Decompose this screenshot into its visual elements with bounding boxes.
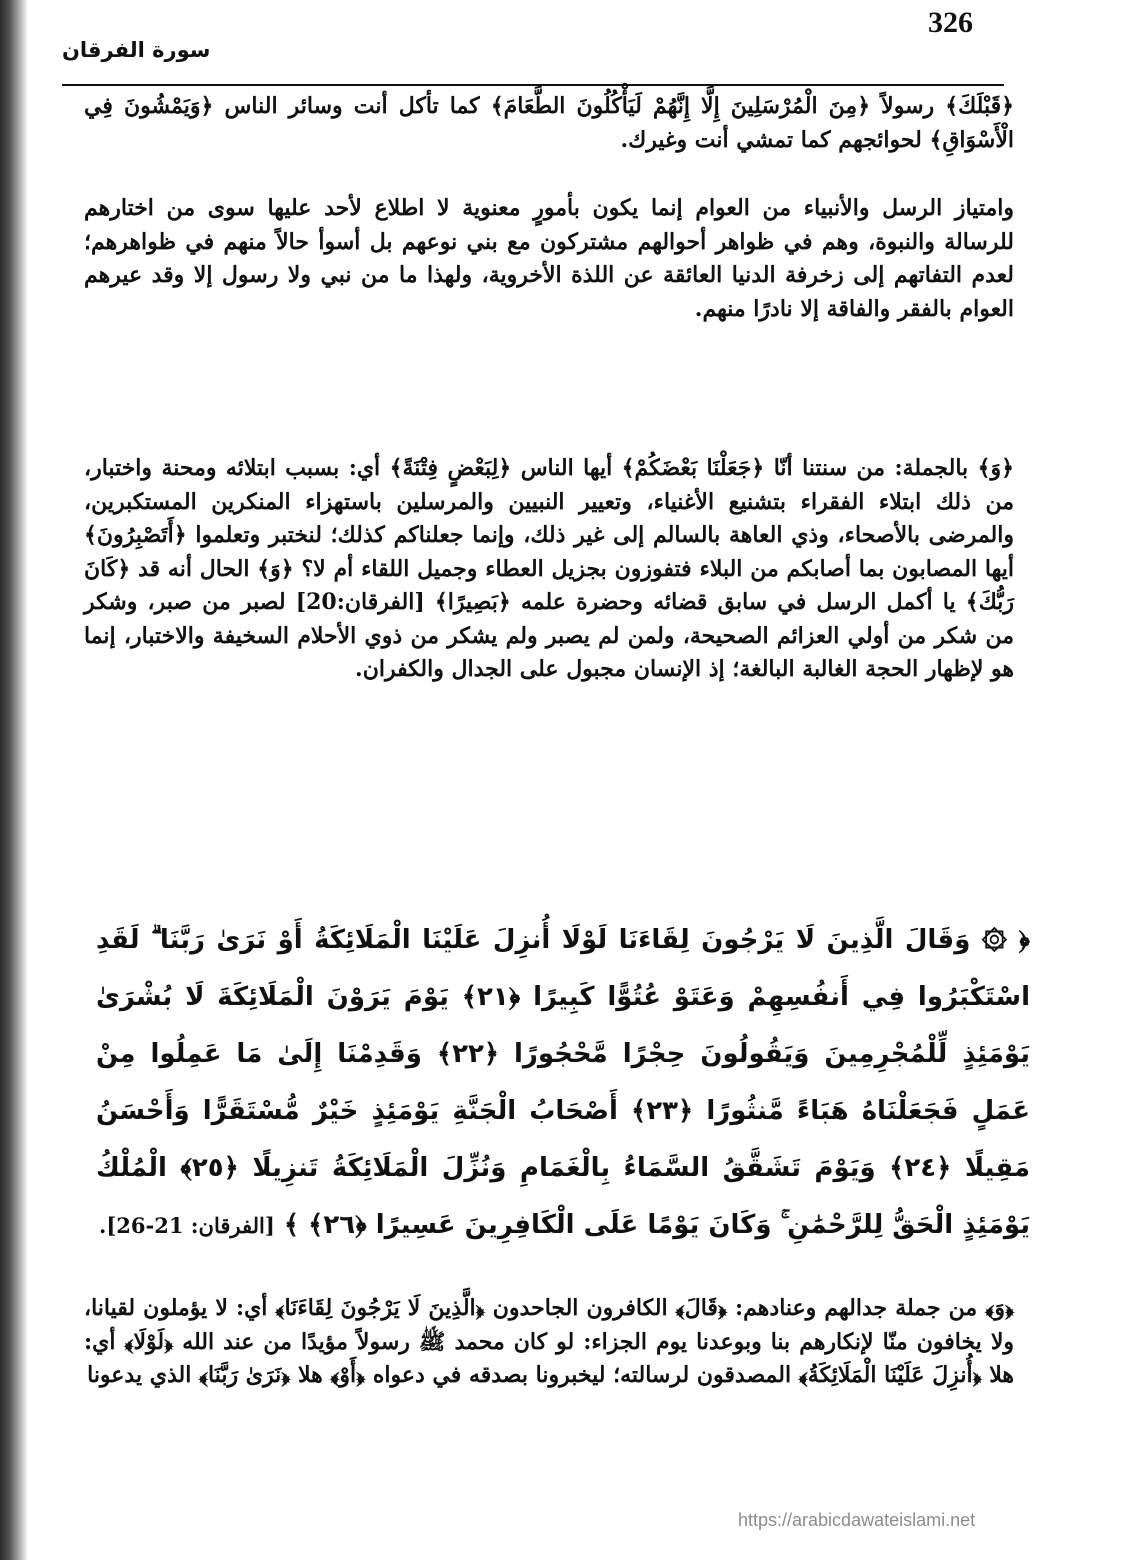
header-divider [62,84,1004,86]
quran-verses-text: ﴿ ۞ وَقَالَ الَّذِينَ لَا يَرْجُونَ لِقَاءَنَا لَوْلَا أُنزِلَ عَلَيْنَا الْمَلَائِكَةُ أَوْ نَرَىٰ رَبَّنَا ۗ لَقَدِ اسْتَكْبَرُوا فِي أَنفُسِهِمْ وَعَتَوْ عُتُوًّا كَبِيرًا ﴿٢١﴾ يَوْمَ يَرَوْنَ الْمَلَائِكَةَ لَا بُشْرَىٰ يَوْمَئِذٍ لِّلْمُجْرِمِينَ وَيَقُولُونَ حِجْرًا مَّحْجُورًا ﴿٢٢﴾ وَقَدِمْنَا إِلَىٰ مَا عَمِلُوا مِنْ عَمَلٍ فَجَعَلْنَاهُ هَبَاءً مَّنثُورًا ﴿٢٣﴾ أَصْحَابُ الْجَنَّةِ يَوْمَئِذٍ خَيْرٌ مُّسْتَقَرًّا وَأَحْسَنُ مَقِيلًا ﴿٢٤﴾ وَيَوْمَ تَشَقَّقُ السَّمَاءُ بِالْغَمَامِ وَنُزِّلَ الْمَلَائِكَةُ تَنزِيلًا ﴿٢٥﴾ الْمُلْكُ يَوْمَئِذٍ الْحَقُّ لِلرَّحْمَٰنِ ۚ وَكَانَ يَوْمًا عَلَى الْكَافِرِينَ عَسِيرًا ﴿٢٦﴾ ﴾ [96,925,1031,1240]
quran-verses-block [96,912,1030,1254]
scan-shadow-edge [0,0,28,1560]
commentary-paragraph-1: ﴿قَبْلَكَ﴾ رسولاً ﴿مِنَ الْمُرْسَلِينَ إِلَّا إِنَّهُمْ لَيَأْكُلُونَ الطَّعَامَ﴾ كما تأكل أنت وسائر الناس ﴿وَيَمْشُونَ فِي الْأَسْوَاقِ﴾ لحوائجهم كما تمشي أنت وغيرك. [84,93,1014,153]
site-watermark: https://arabicdawateislami.net [738,1510,976,1530]
surah-header-title: سورة الفرقان [62,38,211,62]
verse-reference: [الفرقان: 21-26]. [99,1213,275,1238]
commentary-paragraph-2: وامتياز الرسل والأنبياء من العوام إنما يكون بأمورٍ معنوية لا اطلاع لأحد عليها سوى من اختارهم للرسالة والنبوة، وهم في ظواهر أحوالهم مشتركون مع بني نوعهم بل أسوأ حالاً منهم في ظواهرهم؛ لعدم التفاتهم إلى زخرفة الدنيا العائقة عن اللذة الأخروية، ولهذا ما من نبي ولا رسول إلا وقد عيرهم العوام بالفقر والفاقة إلا نادرًا منهم. [84,195,1014,322]
commentary-paragraph-3: ﴿وَ﴾ بالجملة: من سنتنا أنّا ﴿جَعَلْنَا بَعْضَكُمْ﴾ أيها الناس ﴿لِبَعْضٍ فِتْنَةً﴾ أي: بسبب ابتلائه ومحنة واختبار، من ذلك ابتلاء الفقراء بتشنيع الأغنياء، وتعيير النبيين والمرسلين باستهزاء المنكرين المستكبرين، والمرضى بالأصحاء، وذي العاهة بالسالم إلى غير ذلك، وإنما جعلناكم كذلك؛ لنختبر وتعلموا ﴿أَتَصْبِرُونَ﴾ أيها المصابون بما أصابكم من البلاء فتفوزون بجزيل العطاء وجميل اللقاء أم لا؟ ﴿وَ﴾ الحال أنه قد ﴿كَانَ رَبُّكَ﴾ يا أكمل الرسل في سابق قضائه وحضرة علمه ﴿بَصِيرًا﴾ [الفرقان:20] لصبر من صبر، وشكر من شكر من أولي العزائم الصحيحة، ولمن لم يصبر ولم يشكر من ذوي الأحلام السخيفة والاختبار، إنما هو لإظهار الحجة الغالبة البالغة؛ إذ الإنسان مجبول على الجدال والكفران. [84,455,1014,682]
commentary-paragraph-4: ﴿وَ﴾ من جملة جدالهم وعنادهم: ﴿قَالَ﴾ الكافرون الجاحدون ﴿الَّذِينَ لَا يَرْجُونَ لِقَاءَنَا﴾ أي: لا يؤملون لقيانا، ولا يخافون منّا لإنكارهم بنا وبوعدنا يوم الجزاء: لو كان محمد ﷺ رسولاً مؤيدًا من عند الله ﴿لَوْلَا﴾ أي: هلا ﴿أُنزِلَ عَلَيْنَا الْمَلَائِكَةُ﴾ المصدقون لرسالته؛ ليخبرونا بصدقه في دعواه ﴿أَوْ﴾ هلا ﴿نَرَىٰ رَبَّنَا﴾ الذي يدعونا [84,1295,1014,1388]
page-number: 326 [928,6,973,39]
